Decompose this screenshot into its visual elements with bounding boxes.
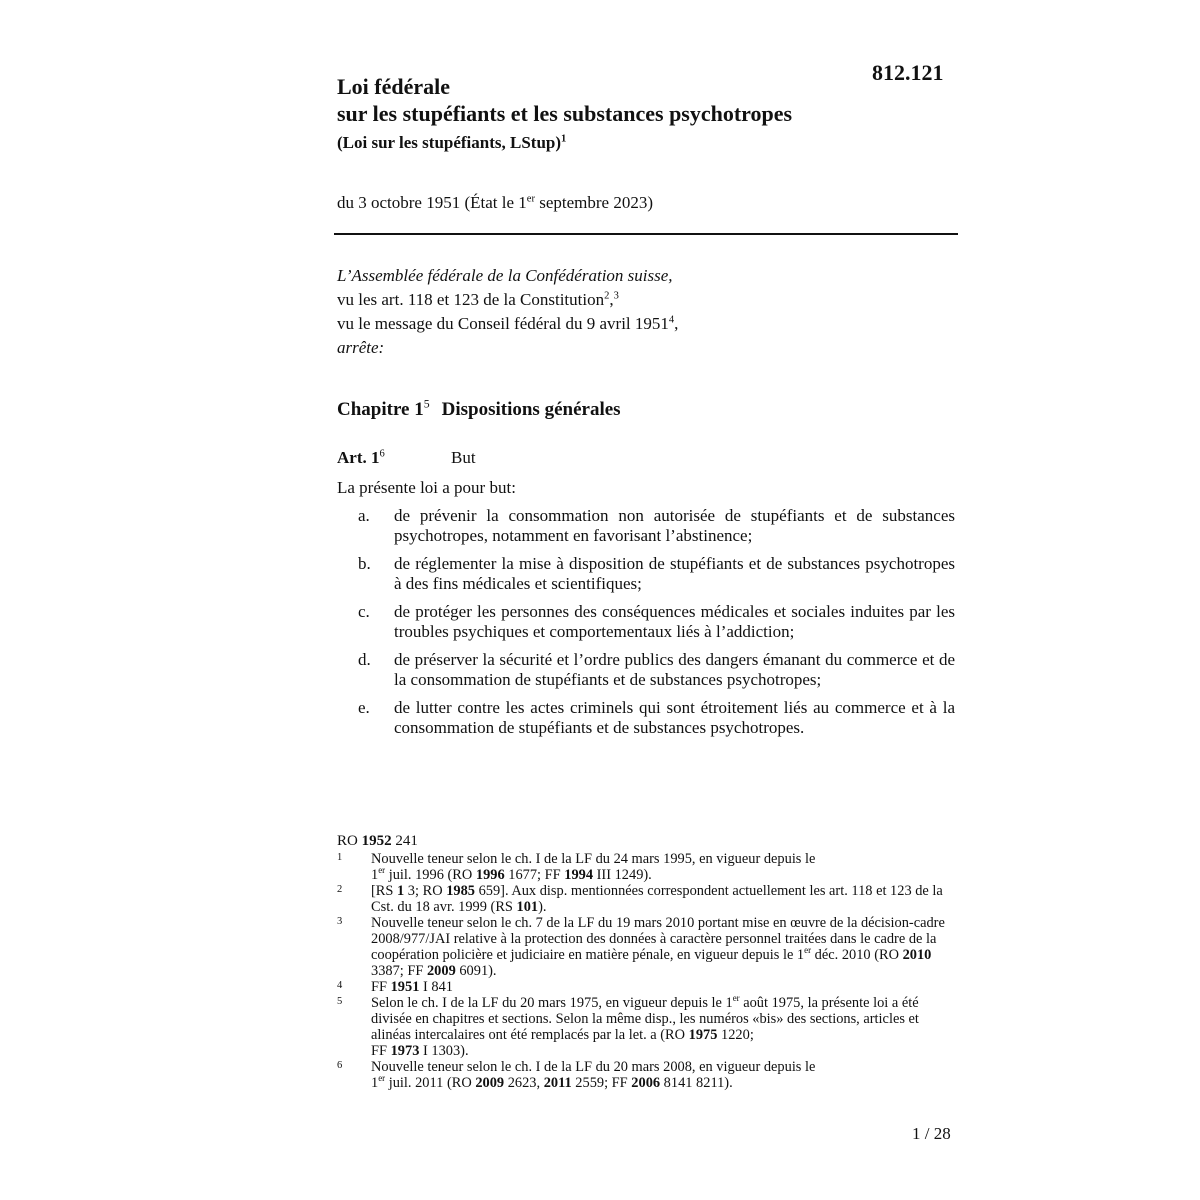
list-text: de prévenir la consommation non autorisée de stupéfiants et de substances psychotropes, notamment en favorisant l’abstinence; xyxy=(394,506,955,545)
preamble-vu-constitution xyxy=(337,288,678,312)
footnote-text: [RS 1 3; RO 1985 659]. Aux disp. mentionnées correspondent actuellement les art. 118 et 123 de la Cst. du 18 avr. 1999 (RS 101). xyxy=(371,883,943,915)
footnote-2 xyxy=(337,883,955,915)
list-item xyxy=(337,698,955,738)
date-suffix: septembre 2023) xyxy=(534,193,653,212)
preamble-vu-message xyxy=(337,312,678,336)
footnotes xyxy=(337,833,955,1091)
title-line-3 xyxy=(337,133,937,153)
vu1-sep: , xyxy=(609,290,614,309)
list-text: de préserver la sécurité et l’ordre publics des dangers émanant du commerce et de la consommation de stupéfiants et de substances psychotropes; xyxy=(394,650,955,689)
footnote-1 xyxy=(337,851,955,883)
title-line-2: sur les stupéfiants et les substances psychotropes xyxy=(337,101,793,126)
vu2-end: , xyxy=(674,314,679,333)
list-item xyxy=(337,506,955,546)
list-text: de lutter contre les actes criminels qui sont étroitement liés au commerce et à la consommation de stupéfiants et de substances psychotropes. xyxy=(394,698,955,737)
footnote-5 xyxy=(337,995,955,1059)
footnote-ref-3[interactable]: 3 xyxy=(613,290,619,302)
list-text: de réglementer la mise à disposition de stupéfiants et de substances psychotropes à des fins médicales et scientifiques; xyxy=(394,554,955,593)
footnote-number: 2 xyxy=(337,884,343,895)
list-letter: e. xyxy=(358,698,370,717)
preamble-assembly: L’Assemblée fédérale de la Confédération suisse, xyxy=(337,266,673,285)
list-letter: c. xyxy=(358,602,370,621)
footnote-text: Nouvelle teneur selon le ch. I de la LF du 24 mars 1995, en vigueur depuis le 1er juil. 1996 (RO 1996 1677; FF 1994 III 1249). xyxy=(371,851,816,883)
title-line-1: Loi fédérale xyxy=(337,74,451,99)
list-text: de protéger les personnes des conséquences médicales et sociales induites par les troubles psychiques et comportementaux liés à l’addiction; xyxy=(394,602,955,641)
footnote-text: Nouvelle teneur selon le ch. I de la LF du 20 mars 2008, en vigueur depuis le 1er juil. 2011 (RO 2009 2623, 2011 2559; FF 2006 8141 8211). xyxy=(371,1059,816,1091)
footnote-6 xyxy=(337,1059,955,1091)
list-item xyxy=(337,650,955,690)
title-divider xyxy=(334,233,958,235)
date-prefix: du 3 octobre 1951 (État le 1 xyxy=(337,193,527,212)
ro-reference: RO 1952 241 xyxy=(337,833,418,849)
footnote-number: 1 xyxy=(337,852,343,863)
footnote-3 xyxy=(337,915,955,979)
page-number: 1 / 28 xyxy=(912,1124,951,1143)
footnote-4 xyxy=(337,979,955,995)
preamble-arrete: arrête: xyxy=(337,338,385,357)
short-title: (Loi sur les stupéfiants, LStup) xyxy=(337,133,562,152)
footnote-ref-6[interactable]: 6 xyxy=(379,448,385,460)
sr-number: 812.121 xyxy=(872,60,944,85)
vu1-text: vu les art. 118 et 123 de la Constitution xyxy=(337,290,605,309)
vu2-text: vu le message du Conseil fédéral du 9 avril 1951 xyxy=(337,314,669,333)
article-title: But xyxy=(451,448,476,467)
footnote-ref-4[interactable]: 4 xyxy=(668,314,675,326)
list-letter: a. xyxy=(358,506,370,525)
article-intro: La présente loi a pour but: xyxy=(337,478,516,497)
list-letter: d. xyxy=(358,650,371,669)
list-item xyxy=(337,554,955,594)
footnote-number: 6 xyxy=(337,1060,343,1071)
article-heading xyxy=(337,448,476,468)
chapter-label: Chapitre 1 xyxy=(337,399,424,420)
preamble xyxy=(337,264,678,360)
date-sup: er xyxy=(526,193,535,205)
footnote-text: Nouvelle teneur selon le ch. 7 de la LF du 19 mars 2010 portant mise en œuvre de la décision-cadre 2008/977/JAI relative à la protection des données à caractère personnel traitées dans le cadre de la coopération policière et judiciaire en matière pénale, en vigueur depuis le 1er déc. 2010 (RO 2010 3387; FF 2009 6091). xyxy=(371,915,945,979)
footnote-ref-1[interactable]: 1 xyxy=(561,133,567,145)
footnote-text: FF 1951 I 841 xyxy=(371,979,453,995)
footnote-ref-2[interactable]: 2 xyxy=(604,290,610,302)
footnote-text: Selon le ch. I de la LF du 20 mars 1975, en vigueur depuis le 1er août 1975, la présente loi a été divisée en chapitres et sections. Selon la même disp., les numéros «bis» des sections, articles et alinéas intercalaires ont été remplacés par la let. a (RO 1975 1220; FF 1973 I 1303). xyxy=(371,993,919,1059)
footnote-number: 4 xyxy=(337,980,343,991)
article-list xyxy=(337,506,955,746)
footnote-ref-5[interactable]: 5 xyxy=(423,397,430,411)
chapter-title: Dispositions générales xyxy=(441,399,621,420)
list-item xyxy=(337,602,955,642)
footnote-number: 3 xyxy=(337,916,343,927)
chapter-heading xyxy=(337,399,621,421)
law-title xyxy=(337,73,937,153)
list-letter: b. xyxy=(358,554,371,573)
article-label: Art. 1 xyxy=(337,448,380,467)
date-line xyxy=(337,193,653,213)
footnote-number: 5 xyxy=(337,996,343,1007)
